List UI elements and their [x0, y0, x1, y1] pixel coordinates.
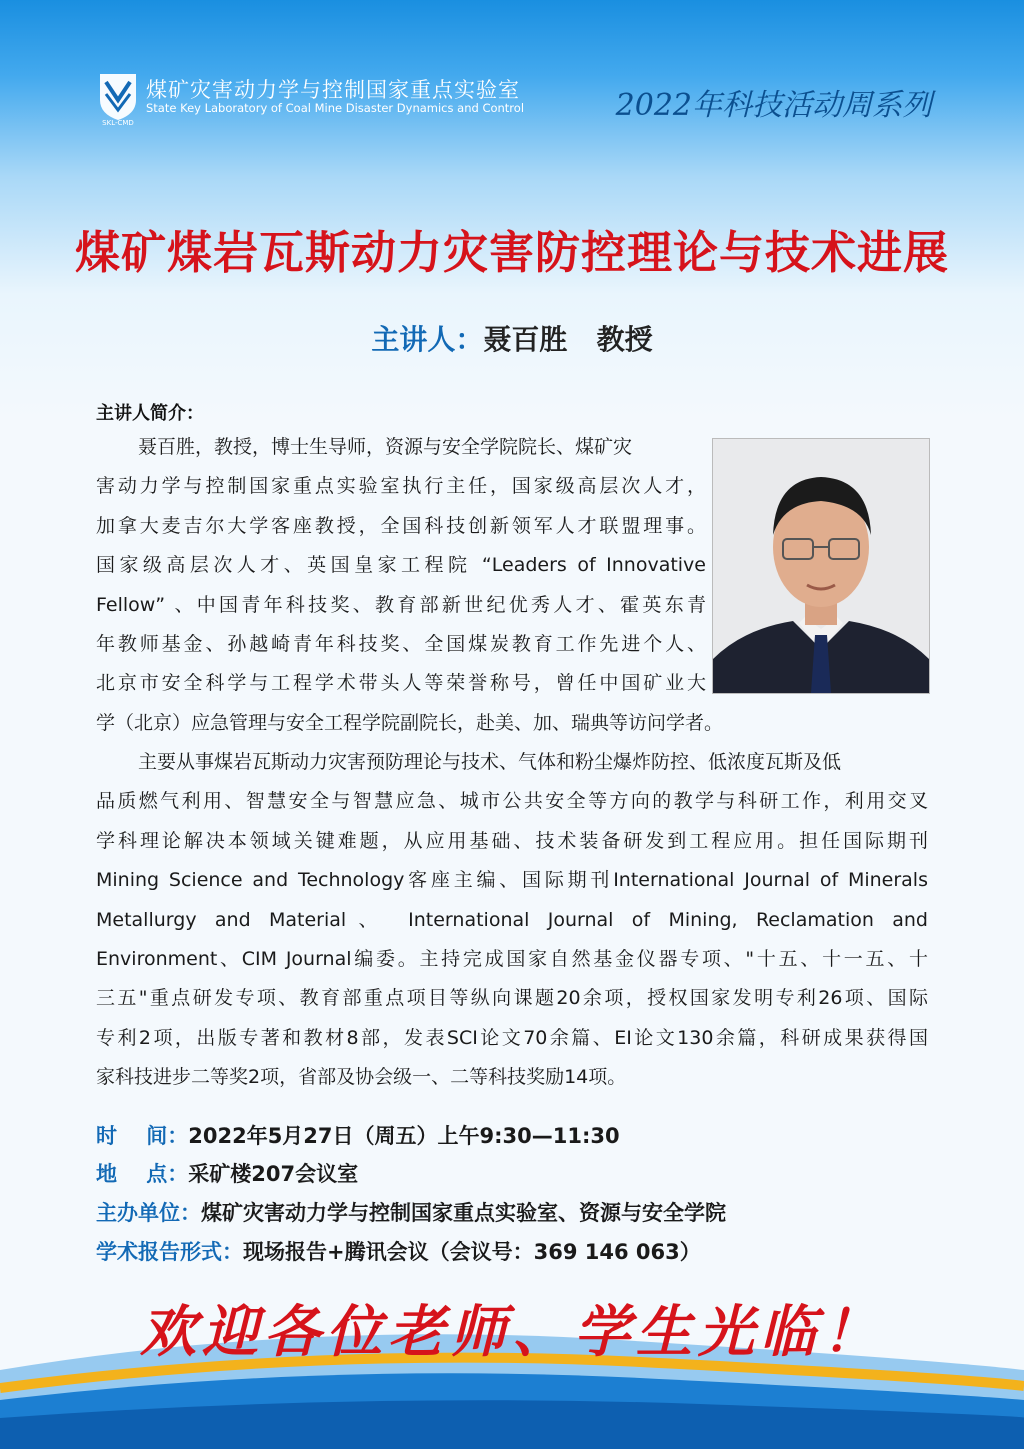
bio-line: Fellow” 、中国青年科技奖、教育部新世纪优秀人才、霍英东青	[96, 593, 706, 616]
bio-line: 国家级高层次人才、英国皇家工程院 “Leaders of Innovative	[96, 554, 706, 577]
place-label: 地 点：	[96, 1162, 189, 1186]
bio-line: 主要从事煤岩瓦斯动力灾害预防理论与技术、气体和粉尘爆炸防控、低浓度瓦斯及低	[138, 751, 842, 773]
bio-line: 三五"重点研发专项、教育部重点项目等纵向课题20余项，授权国家发明专利26项、国际	[96, 987, 928, 1010]
bio-line: 北京市安全科学与工程学术带头人等荣誉称号，曾任中国矿业大	[96, 672, 706, 695]
bio-line: Metallurgy and Material、 International Journal of Mining, Reclamation and	[96, 908, 928, 931]
format-value: 现场报告+腾讯会议（会议号：369 146 063）	[243, 1240, 701, 1264]
event-host	[96, 1197, 726, 1227]
bio-heading: 主讲人简介：	[96, 403, 204, 424]
bio-line: 专利2项，出版专著和教材8部，发表SCI论文70余篇、EI论文130余篇，科研成果获得国	[96, 1026, 928, 1049]
speaker-name: 聂百胜 教授	[483, 323, 653, 356]
time-label: 时 间：	[96, 1124, 189, 1148]
bio-line: 品质燃气利用、智慧安全与智慧应急、城市公共安全等方向的教学与科研工作，利用交叉	[96, 790, 928, 813]
bio-paragraph-2	[96, 743, 928, 1098]
bio-line: 学（北京）应急管理与安全工程学院副院长，赴美、加、瑞典等访问学者。	[96, 712, 724, 734]
bio-paragraph-1	[96, 428, 706, 704]
bio-line: 年教师基金、孙越崎青年科技奖、全国煤炭教育工作先进个人、	[96, 633, 706, 656]
lab-logo-icon	[96, 70, 140, 126]
event-place	[96, 1158, 358, 1188]
speaker-line	[0, 318, 1024, 358]
event-time	[96, 1120, 620, 1150]
host-label: 主办单位：	[96, 1201, 201, 1225]
format-label: 学术报告形式：	[96, 1240, 243, 1264]
series-title: 2022年科技活动周系列	[615, 88, 932, 123]
lab-name-cn: 煤矿灾害动力学与控制国家重点实验室	[146, 78, 520, 102]
speaker-label: 主讲人：	[371, 323, 484, 356]
welcome-slogan: 欢迎各位老师、学生光临！	[140, 1299, 884, 1365]
bio-line: Environment、CIM Journal编委。主持完成国家自然基金仪器专项、"十五、十一五、十	[96, 948, 928, 971]
bio-line: 学科理论解决本领域关键难题，从应用基础、技术装备研发到工程应用。担任国际期刊	[96, 829, 928, 852]
event-format	[96, 1236, 701, 1266]
lecture-title: 煤矿煤岩瓦斯动力灾害防控理论与技术进展	[74, 226, 949, 279]
bio-line: 家科技进步二等奖2项，省部及协会级一、二等科技奖励14项。	[96, 1066, 627, 1089]
lab-name-en: State Key Laboratory of Coal Mine Disaster Dynamics and Control	[146, 101, 525, 115]
speaker-photo	[712, 438, 930, 694]
bio-line: 聂百胜，教授，博士生导师，资源与安全学院院长、煤矿灾	[138, 436, 633, 458]
host-value: 煤矿灾害动力学与控制国家重点实验室、资源与安全学院	[201, 1201, 726, 1225]
place-value: 采矿楼207会议室	[188, 1162, 359, 1186]
time-value: 2022年5月27日（周五）上午9:30—11:30	[188, 1124, 620, 1148]
speaker-portrait-icon	[713, 439, 929, 693]
bio-line: Mining Science and Technology客座主编、国际期刊International Journal of Minerals	[96, 869, 928, 892]
bio-line: 加拿大麦吉尔大学客座教授，全国科技创新领军人才联盟理事。	[96, 514, 706, 537]
bio-paragraph-1-end	[96, 704, 928, 743]
bio-line: 害动力学与控制国家重点实验室执行主任，国家级高层次人才，	[96, 475, 706, 498]
logo-text: SKL-CMD	[102, 119, 134, 126]
header	[96, 70, 936, 130]
